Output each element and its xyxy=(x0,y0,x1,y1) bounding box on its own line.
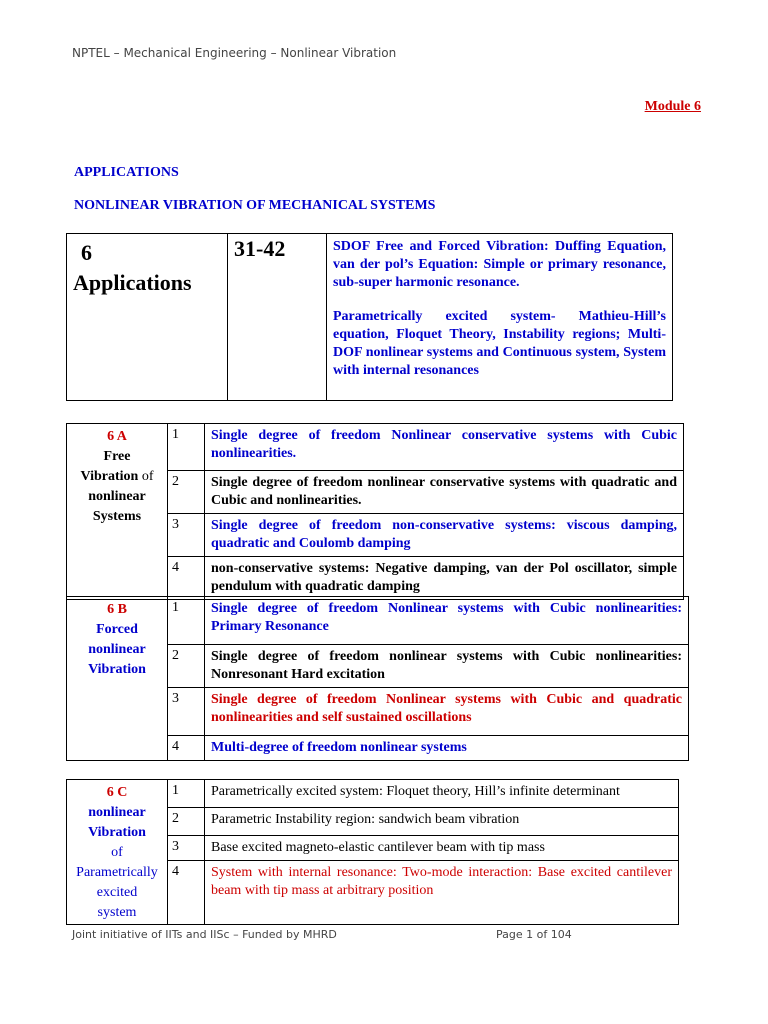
section-6b-label-line1: Forced xyxy=(96,622,138,637)
page-current: 1 xyxy=(526,928,534,941)
table-row-text: Single degree of freedom nonlinear systems with Cubic nonlinearities: Nonresonant Hard excitation xyxy=(205,645,689,688)
section-6c-code: 6 C xyxy=(106,785,128,800)
table-row-text: Parametrically excited system: Floquet theory, Hill’s infinite determinant xyxy=(205,780,679,808)
section-6a-label-line3: nonlinear xyxy=(88,489,146,504)
module-title-cell xyxy=(67,234,228,401)
table-row-text: Multi-degree of freedom nonlinear systems xyxy=(205,736,689,761)
module-summary-table xyxy=(66,233,673,401)
heading-applications: APPLICATIONS xyxy=(74,165,179,180)
table-row-text: non-conservative systems: Negative damping, van der Pol oscillator, simple pendulum with quadratic damping xyxy=(205,557,684,600)
page-total: 104 xyxy=(550,928,572,941)
section-6c-label-line2: Vibration xyxy=(88,825,146,840)
section-6b-label xyxy=(67,597,168,761)
section-6b-code: 6 B xyxy=(107,602,127,617)
section-6a-label-line1: Free xyxy=(103,449,131,464)
row-number: 3 xyxy=(168,836,205,861)
page-mid: of xyxy=(533,928,551,941)
page-prefix: Page xyxy=(496,928,527,941)
section-6b-label-line3: Vibration xyxy=(88,662,146,677)
row-number: 2 xyxy=(168,808,205,836)
row-number: 3 xyxy=(168,514,205,557)
section-6c-label-line1: nonlinear xyxy=(88,805,146,820)
section-6a-label xyxy=(67,424,168,600)
table-row-text: Single degree of freedom nonlinear conservative systems with quadratic and Cubic and nonlinearities. xyxy=(205,471,684,514)
page-header: NPTEL – Mechanical Engineering – Nonlinear Vibration xyxy=(72,46,397,60)
row-number: 1 xyxy=(168,424,205,471)
section-6c-label-line6: system xyxy=(97,905,137,920)
section-6a-label-line2: Vibration xyxy=(80,469,139,484)
section-6c-label-line5: excited xyxy=(96,885,138,900)
row-number: 1 xyxy=(168,780,205,808)
table-row-text: System with internal resonance: Two-mode interaction: Base excited cantilever beam with tip mass at arbitrary position xyxy=(205,861,679,925)
table-row-text: Base excited magneto-elastic cantilever beam with tip mass xyxy=(205,836,679,861)
section-6b-label-line2: nonlinear xyxy=(88,642,146,657)
table-row-text: Single degree of freedom non-conservative systems: viscous damping, quadratic and Coulomb damping xyxy=(205,514,684,557)
page-number xyxy=(496,928,572,941)
heading-nonlinear-vibration: NONLINEAR VIBRATION OF MECHANICAL SYSTEMS xyxy=(74,198,436,213)
row-number: 2 xyxy=(168,645,205,688)
row-number: 2 xyxy=(168,471,205,514)
section-6c-label-line3: of xyxy=(111,845,123,860)
footer-funding: Joint initiative of IITs and IISc – Funded by MHRD xyxy=(72,928,337,941)
module-title: Applications xyxy=(73,270,192,295)
section-6a-label-line4: Systems xyxy=(92,509,142,524)
row-number: 1 xyxy=(168,597,205,645)
section-6b-table xyxy=(66,596,689,761)
row-number: 4 xyxy=(168,557,205,600)
module-number: 6 xyxy=(81,240,92,265)
table-row-text: Single degree of freedom Nonlinear systems with Cubic nonlinearities: Primary Resonance xyxy=(205,597,689,645)
section-6a-code: 6 A xyxy=(107,429,127,444)
section-6a-label-of: of xyxy=(138,469,154,484)
row-number: 4 xyxy=(168,861,205,925)
lecture-range: 31-42 xyxy=(228,234,327,401)
module-label: Module 6 xyxy=(644,99,701,114)
table-row-text: Single degree of freedom Nonlinear systems with Cubic and quadratic nonlinearities and self sustained oscillations xyxy=(205,688,689,736)
description-paragraph-2: Parametrically excited system- Mathieu-Hill’s equation, Floquet Theory, Instability regions; Multi-DOF nonlinear systems and Continuous system, System with internal resonances xyxy=(333,309,666,378)
section-6c-label xyxy=(67,780,168,925)
row-number: 4 xyxy=(168,736,205,761)
row-number: 3 xyxy=(168,688,205,736)
table-row-text: Parametric Instability region: sandwich beam vibration xyxy=(205,808,679,836)
section-6c-table xyxy=(66,779,679,925)
module-description xyxy=(327,234,673,401)
description-paragraph-1: SDOF Free and Forced Vibration: Duffing Equation, van der pol’s Equation: Simple or primary resonance, sub-super harmonic resonance. xyxy=(333,239,666,290)
section-6a-table xyxy=(66,423,684,600)
section-6c-label-line4: Parametrically xyxy=(76,865,158,880)
table-row-text: Single degree of freedom Nonlinear conservative systems with Cubic nonlinearities. xyxy=(205,424,684,471)
